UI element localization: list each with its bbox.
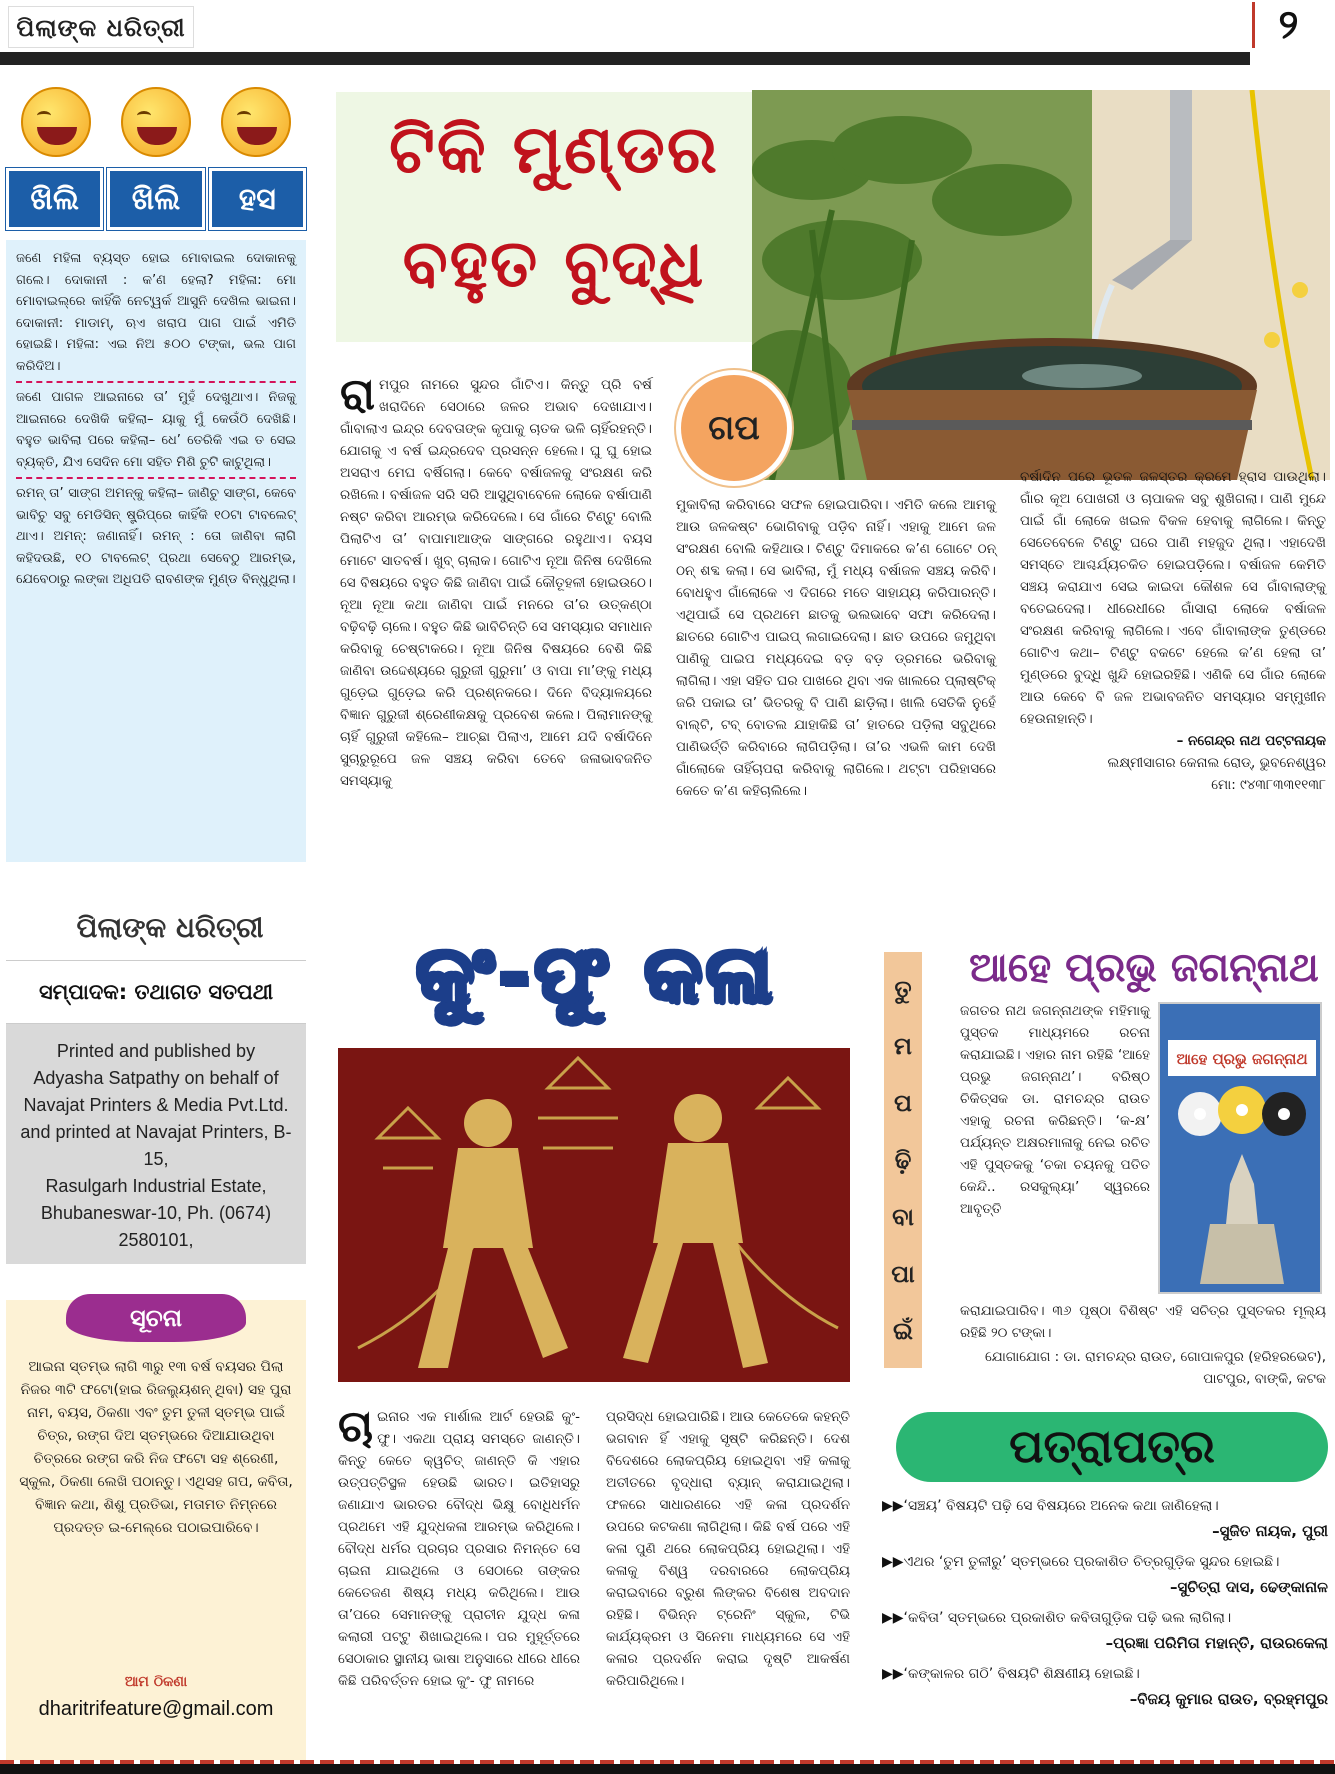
story-paragraph: [340, 369, 652, 792]
rain-barrel-illustration: [752, 90, 1330, 480]
imprint-logo: [70, 902, 270, 954]
printed-line: and printed at Navajat Printers, B-15,: [20, 1122, 292, 1169]
author-phone: ମୋ: ୯୪୩୮୩୩୧୧୩୮: [1211, 777, 1326, 793]
letter-author: –ବିଜୟ କୁମାର ରାଉତ, ବ୍ରହ୍ମପୁର: [1129, 1690, 1328, 1708]
printed-by-box: [6, 1024, 306, 1264]
laughing-emoji-icon: [121, 87, 191, 157]
jokes-heading-word: ଖିଲି: [6, 168, 103, 230]
story-dropcap: ରା: [340, 369, 375, 420]
rain-barrel-photo: [752, 90, 1330, 480]
book-review-text: [960, 1000, 1150, 1220]
printed-line: Navajat Printers & Media Pvt.Ltd.: [23, 1095, 289, 1115]
joke-item: ଜଣେ ପାଗଳ ଆଇନାରେ ତା’ ମୁହଁ ଦେଖୁଥାଏ। ନିଜକୁ ଆଇନାରେ ଦେଖିକି କହିଲା– ୟାକୁ ମୁଁ କେଉଁଠି ଦେଖିଛି। ବହୁତ ଭାବିଲା ପରେ କହିଲା– ଧେ’ ତେରିକି ଏଇ ତ ସେଇ ବ୍ୟକ୍ତି, ଯିଏ ସେଦିନ ମୋ ସହିତ ମିଶି ଚୁଟି କାଟୁଥିଲା।: [16, 390, 296, 470]
double-arrow-icon: ▶▶: [882, 1498, 904, 1514]
printed-line: Adyasha Satpathy on behalf of: [33, 1068, 279, 1088]
book-cover-title: ଆହେ ପ୍ରଭୁ ଜଗନ୍ନାଥ: [1176, 1050, 1308, 1068]
kungfu-text: ଇନାର ଏକ ମାର୍ଶାଲ ଆର୍ଟ ହେଉଛି କୁଂ-ଫୁ। ଏକଥା ପ୍ରାୟ ସମସ୍ତେ ଜାଣନ୍ତି। କିନ୍ତୁ କେତେ କ୍ୱଚିତ୍ ଜାଣନ୍ତି କି ଏହାର ଉତ୍ପତ୍ତିସ୍ଥଳ ହେଉଛି ଭାରତ। ଇତିହାସରୁ ଜଣାଯାଏ ଭାରତର ବୌଦ୍ଧ ଭିକ୍ଷୁ ବୋଧିଧର୍ମନ ପ୍ରଥମେ ଏହି ଯୁଦ୍ଧକଳା ଆରମ୍ଭ କରିଥିଲେ। ବୌଦ୍ଧ ଧର୍ମର ପ୍ରଚାର ପ୍ରସାର ନିମନ୍ତେ ସେ ଚାଇନା ଯାଇଥିଲେ ଓ ସେଠାରେ ତାଙ୍କର କେତେଜଣ ଶିଷ୍ୟ ମଧ୍ୟ କରିଥିଲେ। ଆଉ ତା’ପରେ ସେମାନଙ୍କୁ ପ୍ରାଚୀନ ଯୁଦ୍ଧ କଳା କଲାରୀ ପଟ୍ଟୁ ଶିଖାଇଥିଲେ। ପର ମୁହୂର୍ତ୍ତରେ ସେଠାକାର ସ୍ଥାନୀୟ ଭାଷା ଅନୁସାରେ ଧୀରେ ଧୀରେ କିଛି ପରିବର୍ତ୍ତନ ହୋଇ କୁଂ- ଫୁ ନାମରେ: [338, 1409, 580, 1689]
notice-heading: ସୂଚନା: [66, 1294, 246, 1342]
letter-text: ‘କବିତା’ ସ୍ତମ୍ଭରେ ପ୍ରକାଶିତ କବିତାଗୁଡ଼ିକ ପଢ଼ି ଭଲ ଲାଗିଲା।: [903, 1610, 1232, 1626]
book-review-title: ଆହେ ପ୍ରଭୁ ଜଗନ୍ନାଥ: [969, 945, 1319, 991]
story-column-1: [340, 369, 652, 792]
vertical-label-char: ଢ଼ି: [894, 1145, 912, 1174]
letter-author: –ସୁଚିତ୍ରା ଦାସ, ଢେଙ୍କାନାଳ: [1170, 1578, 1328, 1596]
story-text: ମପୁର ନାମରେ ସୁନ୍ଦର ଗାଁଟିଏ। କିନ୍ତୁ ପ୍ରି ବର୍ଷ ଖରାଦିନେ ସେଠାରେ ଜଳର ଅଭାବ ଦେଖାଯାଏ। ଗାଁବାଲାଏ ଇନ୍ଦ୍ର ଦେବତାଙ୍କ କୃପାକୁ ଚାତକ ଭଳି ଚାହିଁରହନ୍ତି। ଯୋଗକୁ ଏ ବର୍ଷ ଇନ୍ଦ୍ରଦେବ ପ୍ରସନ୍ନ ହେଲେ। ଘୁ ଘୁ ହୋଇ ଅସରାଏ ମେଘ ବର୍ଷିଗଲା। କେବେ ବର୍ଷାଜଳକୁ ସଂରକ୍ଷଣ କରି ରଖିଲେ। ବର୍ଷାଜଳ ସରି ସରି ଆସୁଥିବାବେଳେ ଲୋକେ ବର୍ଷାପାଣି ନଷ୍ଟ କରିବା ଆରମ୍ଭ କରିଦେଲେ। ସେ ଗାଁରେ ଟିଣ୍ଟୁ ବୋଲି ପିଲାଟିଏ ତା’ ବାପାମାଆଙ୍କ ସାଙ୍ଗରେ ରହୁଥାଏ। ବୟସ ମୋଟେ ସାତବର୍ଷ। ଖୁବ୍ ଚାଲାକ। ଗୋଟିଏ ନୂଆ ଜିନିଷ ଦେଖିଲେ ସେ ବିଷୟରେ ବହୁତ କିଛି ଜାଣିବା ପାଇଁ କୌତୂହଳୀ ହୋଇଉଠେ। ନୂଆ ନୂଆ କଥା ଜାଣିବା ପାଇଁ ମନରେ ତା’ର ଉତ୍କଣ୍ଠା ବଢ଼ିବଢ଼ି ଚାଲେ। ବହୁତ କିଛି ଭାବିଚିନ୍ତି ସେ ସମସ୍ୟାର ସମାଧାନ କରିବାକୁ ଚେଷ୍ଟାକରେ। ନୂଆ ଜିନିଷ ବିଷୟରେ ବେଶି କିଛି ଜାଣିବା ଉଦ୍ଦେଶ୍ୟରେ ଗୁରୁଜୀ ଗୁରୁମା’ ଓ ବାପା ମା’ଙ୍କୁ ମଧ୍ୟ ଗୁଡ଼େଇ ଗୁଡ଼େଇ କରି ପ୍ରଶ୍ନକରେ। ଦିନେ ବିଦ୍ୟାଳୟରେ ବିଜ୍ଞାନ ଗୁରୁଜୀ ଶ୍ରେଣୀକକ୍ଷକୁ ପ୍ରବେଶ କଲେ। ପିଲାମାନଙ୍କୁ ଚାହିଁ ଗୁରୁଜୀ କହିଲେ– ଆଚ୍ଛା ପିଲାଏ, ଆମେ ଯଦି ବର୍ଷାଦିନେ ସୁଚାରୁରୂପେ ଜଳ ସଞ୍ଚୟ କରିବା ତେବେ ଜଳାଭାବଜନିତ ସମସ୍ୟାକୁ: [340, 377, 652, 789]
kungfu-paragraph: [338, 1401, 580, 1692]
book-cover-illustration: [1160, 1004, 1322, 1294]
contact-email[interactable]: dharitrifeature@gmail.com: [38, 1698, 274, 1720]
editor-line: ସମ୍ପାଦକ: ତଥାଗତ ସତପଥୀ: [6, 960, 306, 1024]
imprint-logo-text: ପିଲାଙ୍କ ଧରିତ୍ରୀ: [76, 911, 264, 944]
vertical-label-char: ପ: [894, 1088, 912, 1117]
letter-text: ଏଥର ‘ତୁମ ତୁଳୀରୁ’ ସ୍ତମ୍ଭରେ ପ୍ରକାଶିତ ଚିତ୍ରଗୁଡ଼ିକ ସୁନ୍ଦର ହୋଇଛି।: [903, 1554, 1280, 1570]
printed-line: Bhubaneswar-10, Ph. (0674) 2580101,: [40, 1203, 272, 1250]
joke-divider: [16, 477, 296, 479]
story-title-line2: ବହୁତ ବୁଦ୍ଧି: [402, 225, 706, 302]
story-column-2: [676, 494, 996, 802]
story-text: ମୁକାବିଲା କରିବାରେ ସଫଳ ହୋଇପାରିବା। ଏମିତି କଲେ ଆମକୁ ଆଉ ଜଳକଷ୍ଟ ଭୋଗିବାକୁ ପଡ଼ିବ ନାହିଁ। ଏହାକୁ ଆମେ ଜଳ ସଂରକ୍ଷଣ ବୋଲି କହିଥାଉ। ଟିଣ୍ଟୁ ଦିମାକରେ କ’ଣ ଗୋଟେ ଠନ୍ ଠନ୍ ଶବ୍ଦ କଲା। ସେ ଭାବିଲା, ମୁଁ ମଧ୍ୟ ବର୍ଷାଜଳ ସଞ୍ଚୟ କରିବି। ବୋଧହୁଏ ଗାଁଲୋକେ ଏ ଦିଗରେ ମତେ ସାହାଯ୍ୟ କରିପାରନ୍ତି। ଏଥିପାଇଁ ସେ ପ୍ରଥମେ ଛାତକୁ ଭଲଭାବେ ସଫା କରିଦେଲା। ଛାତରେ ଗୋଟିଏ ପାଇପ୍ ଲଗାଇଦେଲା। ଛାତ ଉପରେ ଜମୁଥିବା ପାଣିକୁ ପାଇପ ମଧ୍ୟଦେଇ ବଡ଼ ବଡ଼ ଡ୍ରମରେ ଭରିବାକୁ ଲାଗିଲା। ଏହା ସହିତ ଘର ପାଖରେ ଥିବା ଏକ ଖାଲରେ ପ୍ଲାଷ୍ଟିକ୍ ଜରି ପକାଇ ତା’ ଭିତରକୁ ବି ପାଣି ଛାଡ଼ିଲା। ଖାଲି ସେତିକି ନୁହେଁ ବାଲ୍‌ଟି, ଟବ୍‌ ବୋତଲ ଯାହାକିଛି ତା’ ହାତରେ ପଡ଼ିଲା ସବୁଥିରେ ପାଣିଭର୍ତ୍ତି କରିବାରେ ଲାଗିପଡ଼ିଲା। ତା’ର ଏଭଳି କାମ ଦେଖି ଗାଁଲୋକେ ତାହିଁଚାପରା କରିବାକୁ ଲାଗିଲେ। ଥଟ୍ଟା ପରିହାସରେ କେତେ କ’ଣ କହିଚାଲିଲେ।: [676, 497, 996, 799]
kungfu-column-1: [338, 1401, 580, 1692]
story-text: ବର୍ଷାଦିନ ପରେ ଭୂତଳ ଜଳସ୍ତର କ୍ରମେ ହ୍ରାସ ପାଉଥିଲା। ଗାଁର କୂଅ ପୋଖରୀ ଓ ଚାପାକଳ ସବୁ ଶୁଖିଗଲା। ପାଣି ମୁନ୍ଦେ ପାଇଁ ଗାଁ ଲୋକେ ଖଇଳ ବିକଳ ହେବାକୁ ଲାଗିଲେ। କିନ୍ତୁ ସେତେବେଳେ ଟିଣ୍ଟୁ ଘରେ ପାଣି ମହଜୁଦ ଥିଲା। ଏହାଦେଖି ସମସ୍ତେ ଆଶ୍ଚର୍ଯ୍ୟଚକିତ ହୋଇପଡ଼ିଲେ। ବର୍ଷାଜଳ କେମିତି ସଞ୍ଚୟ କରାଯାଏ ସେଇ କାଇଦା କୌଶଳ ସେ ଗାଁବାଲାଙ୍କୁ ବତେଇଦେଲା। ଧୀରେଧୀରେ ଗାଁସାରା ଲୋକେ ବର୍ଷାଜଳ ସଂରକ୍ଷଣ କରିବାକୁ ଲାଗିଲେ। ଏବେ ଗାଁବାଲାଙ୍କ ତୁଣ୍ଡରେ ଗୋଟିଏ କଥା– ଟିଣ୍ଟୁ ବକଟେ ହେଲେ କ’ଣ ହେଲା ତା’ ମୁଣ୍ଡରେ ବୁଦ୍ଧି ଖୁନ୍ଦି ହୋଇରହିଛି। ଏଣିକି ସେ ଗାଁର ଲୋକେ ଆଉ କେବେ ବି ଜଳ ଅଭାବଜନିତ ସମସ୍ୟାର ସମ୍ମୁଖୀନ ହେଉନାହାନ୍ତି।: [1020, 469, 1326, 727]
masthead-logo: [8, 6, 194, 48]
vertical-label-char: ପା: [891, 1260, 915, 1289]
joke-item: ଜଣେ ମହିଳା ବ୍ୟସ୍ତ ହୋଇ ମୋବାଇଲ ଦୋକାନକୁ ଗଲେ। ଦୋକାନୀ : କ’ଣ ହେଲା? ମହିଳା: ମୋ ମୋବାଇଲ୍‌ରେ କାହିଁକି ନେଟ୍‌ୱର୍କ ଆସୁନି ଦେଖିଲ ଭାଇନା। ଦୋକାନୀ: ମାଡାମ୍, ଋଏ ଖରାପ ପାଗ ପାଇଁ ଏମିତି ହୋଇଛି। ମହିଳା: ଏଇ ନିଅ ୫୦୦ ଟଙ୍କା, ଭଲ ପାଗ କରିଦିଅ।: [16, 251, 296, 374]
kungfu-relief-photo: [338, 1048, 850, 1382]
vertical-label-char: ଇଁ: [893, 1317, 913, 1346]
address-label: ଆମ ଠିକଣା: [124, 1674, 188, 1690]
book-cover-image: [1158, 1002, 1322, 1294]
kungfu-text: ପ୍ରସିଦ୍ଧ ହୋଇପାରିଛି। ଆଉ କେତେକେ କହନ୍ତି ଭଗବାନ ହିଁ ଏହାକୁ ସୃଷ୍ଟି କରିଛନ୍ତି। ଦେଶ ବିଦେଶରେ ଲୋକପ୍ରିୟ ହୋଇଥିବା ଏହି କଳାକୁ ଅତୀତରେ ବୃଦ୍ଧାରା ବ୍ୟାନ୍ କରାଯାଇଥିଲା। ଫଳରେ ସାଧାରଣରେ ଏହି କଳା ପ୍ରଦର୍ଶନ ଉପରେ କଟକଣା ଲାଗିଥିଲା। କିଛି ବର୍ଷ ପରେ ଏହି କଳା ପୁଣି ଥରେ ଲୋକପ୍ରିୟ ହୋଇଥିଲା। ଏହି କଳାକୁ ବିଶ୍ୱ ଦରବାରରେ ଲୋକପ୍ରିୟ କରାଇବାରେ ବ୍ରୁଶ ଲିଙ୍କର ବିଶେଷ ଅବଦାନ ରହିଛି। ବିଭିନ୍ନ ଟ୍ରେନିଂ ସ୍କୁଲ, ଟିଭି କାର୍ଯ୍ୟକ୍ରମ ଓ ସିନେମା ମାଧ୍ୟମରେ ସେ ଏହି କଳାର ପ୍ରଦର୍ଶନ କରାଇ ଦୃଷ୍ଟି ଆକର୍ଷଣ କରିପାରିଥିଲେ।: [606, 1409, 850, 1689]
laughing-emoji-icon: [21, 87, 91, 157]
joke-divider: [16, 381, 296, 383]
letter-text: ‘ସଞ୍ଚୟ’ ବିଷୟଟି ପଢ଼ି ସେ ବିଷୟରେ ଅନେକ କଥା ଜାଣିହେଲା।: [903, 1498, 1219, 1514]
book-contact-text: ଯୋଗାଯୋଗ : ଡା. ରାମଚନ୍ଦ୍ର ରାଉତ, ଗୋପାଳପୁର (ହରିହରଭେଟ), ପାଟପୁର, ବାଙ୍କି, କଟକ: [985, 1349, 1326, 1387]
joke-item: ରମନ୍ ତା’ ସାଙ୍ଗ ଅମନ୍‌କୁ କହିଲା– ଜାଣିଚୁ ସାଙ୍ଗ, କେବେ ଭାବିଚୁ ସବୁ ମେଡିସିନ୍ ଷ୍ଟ୍ରିପ୍‌ରେ କାହିଁକି ୧୦ଟା ଟାବଲେଟ୍ ଥାଏ। ଅମନ୍: ଜଣାନାହିଁ। ରମନ୍ : ତୋ ଜାଣିବା ଲାଗି କହିଦଉଛି, ୧୦ ଟାବଲେଟ୍ ପ୍ରଥା ସେବେଠୁ ଆରମ୍ଭ, ଯେବେଠାରୁ ଲଙ୍କା ଅଧିପତି ରାବଣଙ୍କ ମୁଣ୍ଡ ବିନ୍ଧୁଥିଲା।: [16, 486, 296, 587]
jokes-box: [6, 240, 306, 862]
letter-author: –ସୁଜିତ ନାୟକ, ପୁରୀ: [1212, 1522, 1328, 1540]
notice-text: ଆଇନା ସ୍ତମ୍ଭ ଲାଗି ୩ରୁ ୧୩ ବର୍ଷ ବୟସର ପିଲା ନିଜର ୩ଟି ଫଟୋ(ହାଇ ରିଜଲ୍ୟୁଶନ୍ ଥିବା) ସହ ପୁରା ନାମ, ବୟସ, ଠିକଣା ଏବଂ ତୁମ ତୁଳୀ ସ୍ତମ୍ଭ ପାଇଁ ଚିତ୍ର, ରଙ୍ଗ ଦିଅ ସ୍ତମ୍ଭରେ ଦିଆଯାଉଥିବା ଚିତ୍ରରେ ରଙ୍ଗ କରି ନିଜ ଫଟୋ ସହ ଶ୍ରେଣୀ, ସ୍କୁଲ, ଠିକଣା ଲେଖି ପଠାନ୍ତୁ। ଏଥିସହ ଗପ, କବିତା, ବିଜ୍ଞାନ କଥା, ଶିଶୁ ପ୍ରତିଭା, ମତାମତ ନିମ୍ନରେ ପ୍ରଦତ୍ତ ଇ-ମେଲ୍‌ରେ ପଠାଇପାରିବେ।: [19, 1359, 293, 1536]
kungfu-relief-illustration: [338, 1048, 850, 1382]
letter-author: –ପ୍ରଜ୍ଞା ପରିମିତା ମହାନ୍ତି, ରାଉରକେଲା: [1105, 1634, 1328, 1652]
story-title-line1: ଟିକି ମୁଣ୍ଡର: [389, 111, 719, 188]
vertical-label-char: ତୁ: [894, 974, 912, 1003]
jokes-heading: [6, 168, 306, 230]
kungfu-column-2: [606, 1406, 850, 1692]
double-arrow-icon: ▶▶: [882, 1666, 904, 1682]
jokes-heading-word: ଖିଲି: [107, 168, 204, 230]
author-name: – ନଗେନ୍ଦ୍ର ନାଥ ପଟ୍ଟନାୟକ: [1176, 733, 1326, 749]
letter-text: ‘କଙ୍କାଳର ଗଠି’ ବିଷୟଟି ଶିକ୍ଷଣୀୟ ହୋଇଛି।: [903, 1666, 1140, 1682]
printed-line: Printed and published by: [56, 1041, 256, 1061]
letters-banner: ପତ୍ରାପତ୍ର: [896, 1412, 1328, 1482]
letter-item: [882, 1662, 1328, 1686]
notice-box: [6, 1300, 306, 1768]
laughing-emoji-icon: [221, 87, 291, 157]
double-arrow-icon: ▶▶: [882, 1554, 904, 1570]
jokes-heading-word: ହସ: [209, 168, 306, 230]
story-type-badge: ଗପ: [676, 370, 792, 486]
vertical-label-char: ମ: [894, 1031, 912, 1060]
notice-body: [14, 1356, 298, 1540]
vertical-label-char: ବା: [892, 1203, 914, 1232]
kungfu-title: କୁଂ-ଫୁ କଳା: [416, 930, 776, 1020]
printed-line: Rasulgarh Industrial Estate,: [45, 1176, 267, 1196]
book-review-paragraph: ଜଗତର ନାଥ ଜଗନ୍ନାଥଙ୍କ ମହିମାକୁ ପୁସ୍ତକ ମାଧ୍ୟମରେ ରଚନା କରାଯାଇଛି। ଏହାର ନାମ ରହିଛି ‘ଆହେ ପ୍ରଭୁ ଜଗନ୍ନାଥ’। ବରିଷ୍ଠ ଚିକିତ୍ସକ ଡା. ରାମଚନ୍ଦ୍ର ରାଉତ ଏହାକୁ ରଚନା କରିଛନ୍ତି। ‘କ-କ୍ଷ’ ପର୍ଯ୍ୟନ୍ତ ଅକ୍ଷରମାଳାକୁ ନେଇ ରଚିତ ଏହି ପୁସ୍ତକକୁ ‘ଚକା ଚୟନକୁ ପତିତ କେନ୍ଦି.. ରସକୁଲ୍ୟା’ ସ୍ୱରରେ ଆବୃତ୍ତି: [960, 1003, 1150, 1217]
masthead-logo-text: ପିଲାଙ୍କ ଧରିତ୍ରୀ: [16, 12, 186, 42]
letter-item: [882, 1494, 1328, 1518]
laughing-emoji-row: [6, 82, 306, 162]
kungfu-dropcap: ଚା: [338, 1401, 374, 1452]
book-contact: [960, 1346, 1326, 1390]
book-review-text-continued: [960, 1300, 1326, 1344]
bottom-divider-bar: [0, 1764, 1335, 1774]
letter-item: [882, 1606, 1328, 1630]
top-divider-bar: [0, 52, 1250, 65]
letters-list: [882, 1494, 1328, 1718]
letter-item: [882, 1550, 1328, 1574]
author-address: ଲକ୍ଷ୍ମୀସାଗର କେନାଲ ରୋଡ୍, ଭୁବନେଶ୍ୱର: [1107, 755, 1326, 771]
book-review-paragraph: କରାଯାଇପାରିବ। ୩୬ ପୃଷ୍ଠା ବିଶିଷ୍ଟ ଏହି ସଚିତ୍ର ପୁସ୍ତକର ମୂଲ୍ୟ ରହିଛି ୨୦ ଟଙ୍କା।: [960, 1303, 1326, 1341]
read-this-vertical-label: [884, 952, 922, 1368]
story-column-3: [1020, 466, 1326, 796]
page-number: ୨: [1252, 2, 1322, 48]
double-arrow-icon: ▶▶: [882, 1610, 904, 1626]
